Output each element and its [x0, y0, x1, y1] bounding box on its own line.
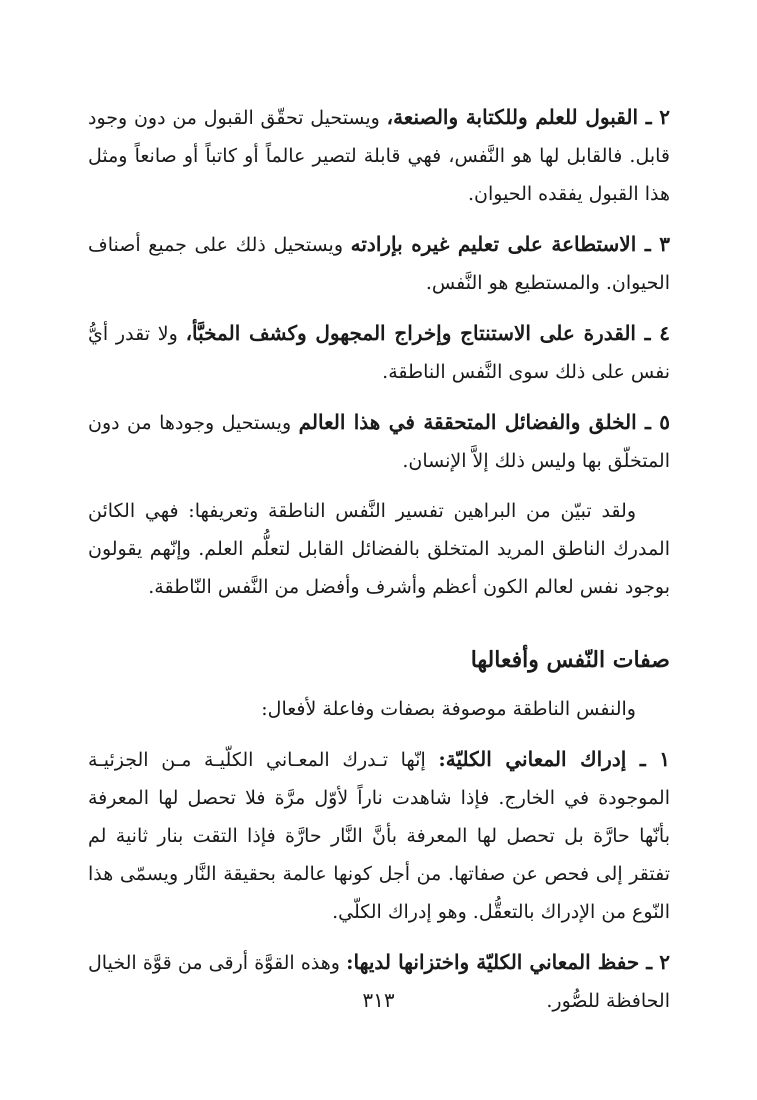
- item-text: إنّها تـدرك المعـاني الكلّيـة مـن الجزئيـة الموجودة في الخارج. فإذا شاهدت ناراً لأوّل مرَّة فلا تحصل لها المعرفة بأنّها حارَّة بل تحصل لها المعرفة بأنَّ النَّار حارَّة فإذا التقت بنار ثانية لم تفتقر إلى فحص عن صفاتها. من أجل كونها عالمة بحقيقة النَّار ويسمّى هذا النّوع من الإدراك بالتعقُّل. وهو إدراك الكلّي.: [88, 749, 670, 923]
- page-body: [88, 98, 670, 1032]
- item-text: ويستحيل وجودها من دون المتخلّق بها وليس ذلك إلاَّ الإنسان.: [88, 412, 670, 472]
- item-text: ولا تقدر أيُّ نفس على ذلك سوى النَّفس الناطقة.: [88, 323, 670, 383]
- section-heading: صفات النّفس وأفعالها: [470, 647, 670, 673]
- item-lead: ٢ ـ القبول للعلم وللكتابة والصنعة،: [386, 105, 671, 129]
- list-item: [88, 403, 670, 480]
- list-item: [88, 98, 670, 213]
- list-item: [88, 225, 670, 302]
- summary-paragraph: ولقد تبيّن من البراهين تفسير النَّفس الناطقة وتعريفها: فهي الكائن المدرك الناطق المريد المتخلق بالفضائل القابل لتعلُّم العلم. وإنّهم يقولون بوجود نفس لعالم الكون أعظم وأشرف وأفضل من النَّفس النّاطقة.: [88, 500, 670, 598]
- item-text: وهذه القوَّة أرقى من قوَّة الخيال الحافظة للصُّور.: [88, 952, 670, 1012]
- page-number: ٣١٣: [362, 988, 395, 1012]
- item-lead: ٤ ـ القدرة على الاستنتاج وإخراج المجهول وكشف المخبَّأ،: [185, 321, 670, 345]
- list-item: [88, 314, 670, 391]
- item-lead: ٢ ـ حفظ المعاني الكليّة واختزانها لديها:: [346, 950, 670, 974]
- item-text: ويستحيل تحقّق القبول من دون وجود قابل. فالقابل لها هو النَّفس، فهي قابلة لتصير عالماً أو كاتباً أو صانعاً ومثل هذا القبول يفقده الحيوان.: [88, 107, 670, 205]
- list-item: [88, 740, 670, 931]
- item-lead: ١ ـ إدراك المعاني الكليّة:: [438, 747, 670, 771]
- item-lead: ٥ ـ الخلق والفضائل المتحققة في هذا العالم: [298, 410, 670, 434]
- section-intro: والنفس الناطقة موصوفة بصفات وفاعلة لأفعال:: [261, 698, 636, 720]
- item-lead: ٣ ـ الاستطاعة على تعليم غيره بإرادته: [350, 232, 670, 256]
- item-text: ويستحيل ذلك على جميع أصناف الحيوان. والمستطيع هو النَّفس.: [88, 234, 670, 294]
